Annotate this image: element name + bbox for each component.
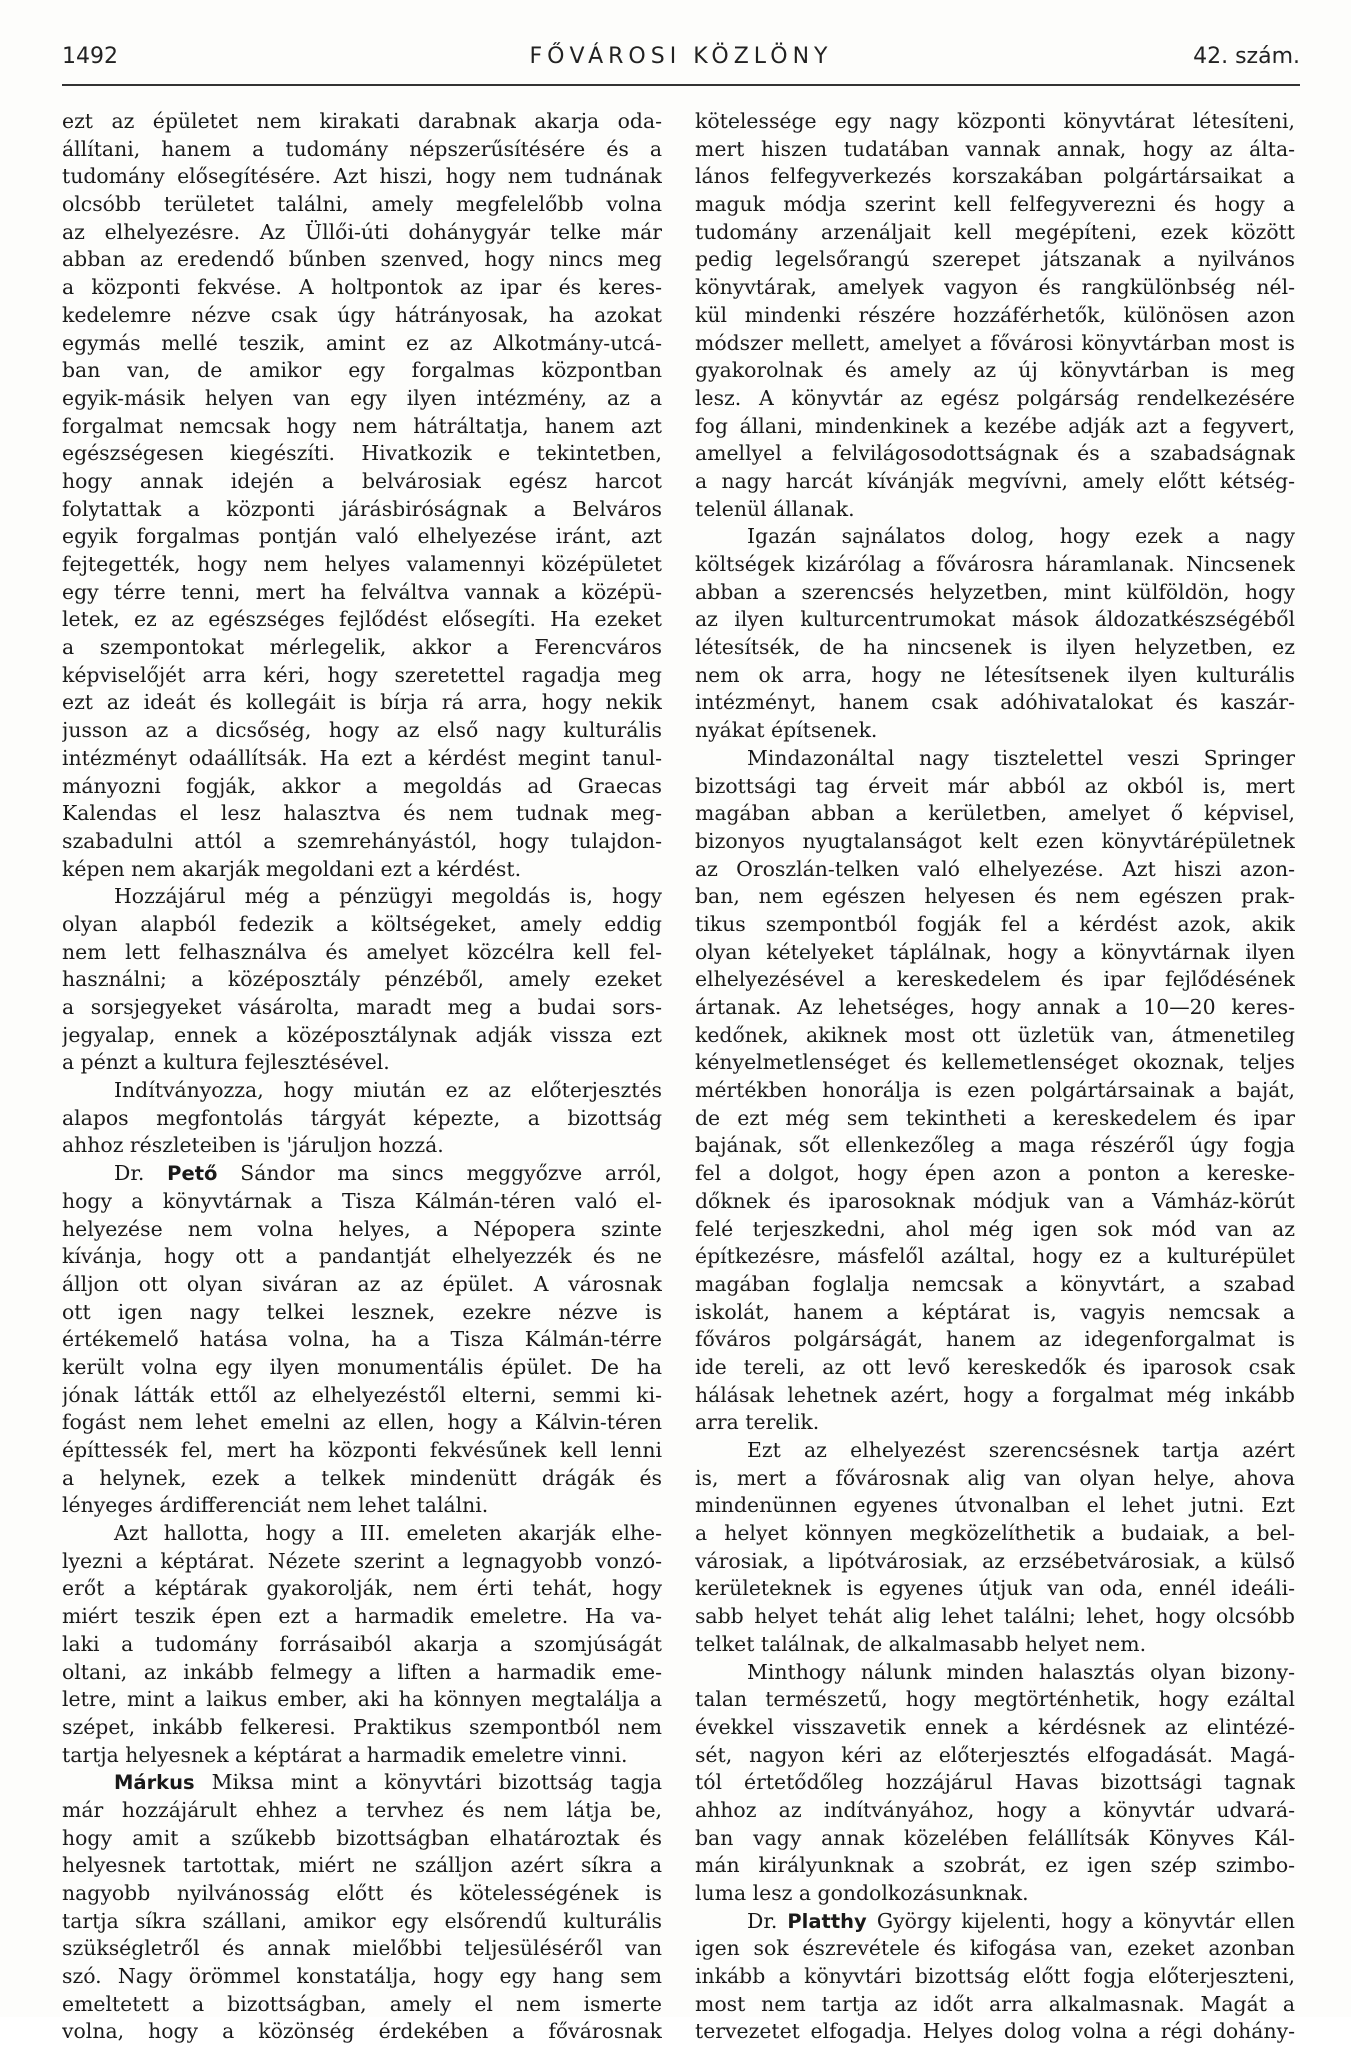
text-line bbox=[695, 1382, 1295, 1410]
line-text: abban a szerencsés helyzetben, mint külföldön, hogy bbox=[695, 579, 1295, 604]
text-line bbox=[695, 1132, 1295, 1160]
speaker-name: Platthy bbox=[787, 1909, 867, 1933]
line-text: egyik-másik helyen van egy ilyen intézmény, az a bbox=[62, 385, 662, 410]
text-line bbox=[695, 1160, 1295, 1188]
line-text: abban az eredendő bűnben szenved, hogy nincs meg bbox=[62, 247, 662, 272]
line-text: hálásak lehetnek azért, hogy a forgalmat még inkább bbox=[695, 1382, 1295, 1407]
text-line bbox=[695, 1299, 1295, 1327]
line-text: szabadulni attól a szemrehányástól, hogy tulajdon- bbox=[62, 828, 662, 853]
text-line bbox=[62, 1271, 662, 1299]
line-text: szükségletről és annak mielőbbi teljesüléséről van bbox=[62, 1936, 662, 1961]
text-line bbox=[62, 136, 662, 164]
text-line bbox=[695, 883, 1295, 911]
line-text: tudomány elősegítésére. Azt hiszi, hogy nem tudnának bbox=[62, 164, 662, 189]
line-text: Ezt az elhelyezést szerencsésnek tartja azért bbox=[747, 1438, 1295, 1462]
text-line bbox=[695, 1520, 1295, 1548]
line-text: igen sok észrevétele és kifogása van, ezeket azonban bbox=[695, 1936, 1295, 1961]
line-text: az Oroszlán-telken való elhelyezése. Azt hiszi azon- bbox=[695, 856, 1295, 881]
line-text: sét, nagyon kéri az előterjesztés elfogadását. Magá- bbox=[695, 1742, 1295, 1767]
text-line bbox=[62, 274, 662, 302]
text-line bbox=[695, 773, 1295, 801]
line-text: Sándor ma sincs meggyőzve arról, bbox=[217, 1161, 662, 1186]
line-text: is, mert a fővárosnak alig van olyan helye, ahova bbox=[695, 1465, 1295, 1490]
line-text: oltani, az inkább felmegy a liften a harmadik eme- bbox=[62, 1659, 662, 1684]
line-text: Hozzájárul még a pénzügyi megoldás is, hogy bbox=[114, 884, 662, 909]
text-line bbox=[695, 1077, 1295, 1105]
line-text: ban van, de amikor egy forgalmas központban bbox=[62, 358, 662, 383]
publication-title: FŐVÁROSI KÖZLÖNY bbox=[529, 44, 833, 69]
text-line bbox=[695, 1963, 1295, 1991]
line-text: Minthogy nálunk minden halasztás olyan bizony- bbox=[747, 1659, 1295, 1684]
line-text: jusson az a dicsőség, hogy az első nagy kulturális bbox=[62, 718, 662, 743]
line-text: lános felfegyverkezés korszakában polgártársaikat a bbox=[695, 164, 1295, 189]
text-line bbox=[695, 662, 1295, 690]
text-line bbox=[695, 1548, 1295, 1576]
line-text: nagyobb nyilvánosság előtt és kötelességének is bbox=[62, 1881, 662, 1905]
speaker-prefix: Dr. bbox=[747, 1908, 788, 1933]
text-line bbox=[695, 219, 1295, 247]
line-text: forgalmat nemcsak hogy nem hátráltatja, hanem azt bbox=[62, 413, 662, 438]
text-line bbox=[695, 523, 1295, 551]
line-text: építtessék fel, mert ha központi fekvésűnek kell lenni bbox=[62, 1438, 662, 1462]
text-line bbox=[695, 108, 1295, 136]
line-text: már hozzájárult ehhez a tervhez és nem látja be, bbox=[62, 1797, 662, 1822]
line-text: egy térre tenni, mert ha felváltva vannak a középü- bbox=[62, 579, 662, 604]
line-text: emeltetett a bizottságban, amely el nem ismerte bbox=[62, 1991, 662, 2016]
line-text: György kijelenti, hogy a könyvtár ellen bbox=[866, 1908, 1295, 1933]
text-line bbox=[695, 2018, 1295, 2046]
text-line bbox=[695, 1354, 1295, 1382]
line-text: telket találnak, de alkalmasabb helyet nem. bbox=[695, 1631, 1147, 1656]
text-line bbox=[695, 1935, 1295, 1963]
line-text: a szempontokat mérlegelik, akkor a Ferencváros bbox=[62, 635, 662, 660]
text-line bbox=[695, 1216, 1295, 1244]
line-text: letre, mint a laikus ember, aki ha könnyen megtalálja a bbox=[62, 1687, 662, 1712]
text-line bbox=[62, 1049, 662, 1077]
text-line bbox=[62, 1548, 662, 1576]
line-text: módszer mellett, amelyet a fővárosi könyvtárban most is bbox=[695, 330, 1295, 355]
line-text: elhelyezésével a kereskedelem és ipar fejlődésének bbox=[695, 967, 1295, 992]
text-line bbox=[695, 357, 1295, 385]
text-line bbox=[62, 108, 662, 136]
text-line bbox=[695, 413, 1295, 441]
text-line bbox=[695, 1852, 1295, 1880]
line-text: ban vagy annak közelében felállítsák Könyves Kál- bbox=[695, 1825, 1295, 1850]
text-line bbox=[62, 1382, 662, 1410]
text-line bbox=[62, 385, 662, 413]
line-text: magában foglalja nemcsak a könyvtárt, a szabad bbox=[695, 1271, 1295, 1296]
line-text: alapos megfontolás tárgyát képezte, a bizottság bbox=[62, 1105, 662, 1130]
line-text: Igazán sajnálatos dolog, hogy ezek a nagy bbox=[747, 524, 1295, 549]
text-line bbox=[62, 828, 662, 856]
text-line bbox=[695, 1769, 1295, 1797]
line-text: a helyet könnyen megközelíthetik a budaiak, a bel- bbox=[695, 1521, 1295, 1546]
line-text: ártanak. Az lehetséges, hogy annak a 10—20 keres- bbox=[695, 995, 1295, 1019]
line-text: Mindazonáltal nagy tisztelettel veszi Springer bbox=[747, 745, 1295, 770]
line-text: lesz. A könyvtár az egész polgárság rendelkezésére bbox=[695, 385, 1295, 410]
line-text: helyesnek tartottak, miért ne szálljon azért síkra a bbox=[62, 1853, 662, 1878]
text-line bbox=[695, 717, 1295, 745]
line-text: tartja helyesnek a képtárat a harmadik emeletre vinni. bbox=[62, 1742, 628, 1767]
text-line bbox=[695, 1631, 1295, 1659]
text-line bbox=[62, 1714, 662, 1742]
line-text: kívánja, hogy ott a pandantját elhelyezzék és ne bbox=[62, 1244, 662, 1269]
text-line bbox=[62, 634, 662, 662]
text-line bbox=[62, 1409, 662, 1437]
text-line bbox=[695, 634, 1295, 662]
line-text: Miksa mint a könyvtári bizottság tagja bbox=[194, 1770, 662, 1795]
line-text: hogy amit a szűkebb bizottságban elhatároztak és bbox=[62, 1825, 662, 1850]
line-text: letek, ez az egészséges fejlődést elősegíti. Ha ezeket bbox=[62, 607, 662, 632]
text-line bbox=[695, 1880, 1295, 1908]
text-line bbox=[62, 856, 662, 884]
text-line bbox=[62, 1354, 662, 1382]
text-line bbox=[62, 939, 662, 967]
line-text: folytattak a központi járásbiróságnak a Belváros bbox=[62, 496, 662, 521]
line-text: iskolát, hanem a képtárat is, vagyis nemcsak a bbox=[695, 1299, 1295, 1324]
text-line bbox=[62, 994, 662, 1022]
line-text: kerületeknek is egyenes útjuk van oda, ennél ideáli- bbox=[695, 1576, 1295, 1601]
text-line bbox=[695, 800, 1295, 828]
line-text: tikus szempontból fogják fel a kérdést azok, akik bbox=[695, 911, 1295, 936]
line-text: erőt a képtárak gyakorolják, nem érti tehát, hogy bbox=[62, 1576, 662, 1601]
text-line bbox=[62, 1132, 662, 1160]
line-text: jónak látták ettől az elhelyezéstől elterni, semmi ki- bbox=[62, 1382, 662, 1407]
line-text: jegyalap, ennek a középosztálynak adják vissza ezt bbox=[62, 1022, 662, 1047]
line-text: ezt az épületet nem kirakati darabnak akarja oda- bbox=[62, 109, 662, 133]
text-line bbox=[62, 1991, 662, 2019]
text-line bbox=[62, 523, 662, 551]
line-text: városiak, a lipótvárosiak, az erzsébetvárosiak, a külső bbox=[695, 1548, 1295, 1573]
text-line bbox=[695, 163, 1295, 191]
text-line bbox=[62, 1188, 662, 1216]
text-line bbox=[695, 468, 1295, 496]
speaker-name: Pető bbox=[167, 1162, 218, 1186]
text-line bbox=[62, 1852, 662, 1880]
text-line bbox=[62, 883, 662, 911]
text-line bbox=[695, 911, 1295, 939]
line-text: sabb helyet tehát alig lehet találni; lehet, hogy olcsóbb bbox=[695, 1604, 1295, 1629]
line-text: fel a dolgot, hogy épen azon a ponton a kereske- bbox=[695, 1161, 1295, 1186]
line-text: fog állani, mindenkinek a kezébe adják azt a fegyvert, bbox=[695, 413, 1295, 438]
text-line bbox=[695, 330, 1295, 358]
text-line bbox=[695, 828, 1295, 856]
text-line bbox=[695, 1714, 1295, 1742]
text-line bbox=[62, 1243, 662, 1271]
line-text: olcsóbb területet találni, amely megfelelőbb volna bbox=[62, 192, 662, 217]
text-line bbox=[62, 1437, 662, 1465]
text-line bbox=[695, 274, 1295, 302]
line-text: nem ok arra, hogy ne létesítsenek ilyen kulturális bbox=[695, 662, 1295, 687]
line-text: volna, hogy a közönség érdekében a fővárosnak bbox=[62, 2019, 662, 2044]
text-line bbox=[695, 1825, 1295, 1853]
text-line bbox=[62, 1520, 662, 1548]
text-line bbox=[695, 966, 1295, 994]
line-text: ahhoz részleteiben is 'járuljon hozzá. bbox=[62, 1133, 444, 1158]
text-line bbox=[62, 551, 662, 579]
text-line bbox=[695, 1049, 1295, 1077]
text-line bbox=[695, 1991, 1295, 2019]
text-line bbox=[62, 2018, 662, 2046]
text-line bbox=[695, 994, 1295, 1022]
text-line bbox=[62, 1880, 662, 1908]
line-text: ott igen nagy telkei lesznek, ezekre nézve is bbox=[62, 1299, 662, 1324]
text-line bbox=[695, 579, 1295, 607]
line-text: amellyel a felvilágosodottságnak és a szabadságnak bbox=[695, 441, 1295, 466]
line-text: szépet, inkább felkeresi. Praktikus szempontból nem bbox=[62, 1714, 662, 1739]
text-line bbox=[62, 1105, 662, 1133]
line-text: egészségesen kiegészíti. Hivatkozik e tekintetben, bbox=[62, 441, 662, 466]
text-line bbox=[62, 1908, 662, 1936]
line-text: olyan kételyeket táplálnak, hogy a könyvtárnak ilyen bbox=[695, 939, 1295, 964]
line-text: tervezetet elfogadja. Helyes dolog volna a régi dohány- bbox=[695, 2019, 1295, 2044]
text-line bbox=[62, 1492, 662, 1520]
text-line bbox=[695, 246, 1295, 274]
text-line bbox=[62, 1631, 662, 1659]
text-line bbox=[62, 1575, 662, 1603]
line-text: bajának, sőt ellenkezőleg a maga részéről úgy fogja bbox=[695, 1133, 1295, 1158]
text-line bbox=[695, 1188, 1295, 1216]
text-line bbox=[695, 1492, 1295, 1520]
text-line bbox=[695, 1742, 1295, 1770]
line-text: nem lett felhasználva és amelyet közcélra kell fel- bbox=[62, 939, 662, 964]
line-text: kényelmetlenséget és kellemetlenséget okoznak, teljes bbox=[695, 1050, 1295, 1075]
page-header bbox=[62, 40, 1300, 86]
text-line bbox=[62, 1603, 662, 1631]
text-line bbox=[695, 1797, 1295, 1825]
line-text: kötelessége egy nagy központi könyvtárat létesíteni, bbox=[695, 109, 1295, 133]
line-text: inkább a könyvtári bizottság előtt fogja előterjeszteni, bbox=[695, 1964, 1295, 1989]
text-line bbox=[62, 1022, 662, 1050]
text-line bbox=[62, 1326, 662, 1354]
text-line bbox=[62, 1769, 662, 1797]
text-line bbox=[62, 1935, 662, 1963]
text-line bbox=[62, 662, 662, 690]
text-line bbox=[62, 357, 662, 385]
line-text: Azt hallotta, hogy a III. emeleten akarják elhe- bbox=[114, 1521, 662, 1546]
text-line bbox=[695, 1465, 1295, 1493]
line-text: álljon ott olyan siváran az az épület. A városnak bbox=[62, 1271, 662, 1296]
line-text: ezt az ideát és kollegáit is bírja rá arra, hogy nekik bbox=[62, 690, 662, 715]
line-text: állítani, hanem a tudomány népszerűsítésére és a bbox=[62, 136, 662, 161]
line-text: került volna egy ilyen monumentális épület. De ha bbox=[62, 1354, 662, 1379]
line-text: felé terjeszkedni, ahol még igen sok mód van az bbox=[695, 1216, 1295, 1241]
line-text: fogást nem lehet emelni az ellen, hogy a Kálvin-téren bbox=[62, 1410, 662, 1435]
line-text: tól értetődőleg hozzájárul Havas bizottsági tagnak bbox=[695, 1770, 1295, 1795]
line-text: de ezt még sem tekintheti a kereskedelem és ipar bbox=[695, 1105, 1295, 1130]
text-line bbox=[62, 330, 662, 358]
text-line bbox=[695, 1022, 1295, 1050]
text-line bbox=[62, 800, 662, 828]
text-line bbox=[62, 191, 662, 219]
line-text: intézményt, hanem csak adóhivatalokat és kaszár- bbox=[695, 690, 1295, 715]
text-line bbox=[695, 136, 1295, 164]
text-line bbox=[62, 246, 662, 274]
line-text: mértékben honorálja is ezen polgártársainak a baját, bbox=[695, 1078, 1295, 1103]
text-line bbox=[62, 302, 662, 330]
line-text: a sorsjegyeket vásárolta, maradt meg a budai sors- bbox=[62, 995, 662, 1019]
text-line bbox=[62, 911, 662, 939]
line-text: mindenünnen egyenes útvonalban el lehet jutni. Ezt bbox=[695, 1493, 1295, 1518]
text-line bbox=[62, 468, 662, 496]
line-text: a nagy harcát kívánják megvívni, amely előtt kétség- bbox=[695, 468, 1295, 493]
line-text: tartja síkra szállani, amikor egy elsőrendű kulturális bbox=[62, 1908, 662, 1933]
line-text: intézményt odaállítsák. Ha ezt a kérdést megint tanul- bbox=[62, 745, 662, 770]
line-text: az elhelyezésre. Az Üllői-úti dohánygyár telke már bbox=[62, 219, 662, 244]
line-text: maguk módja szerint kell felfegyverezni és hogy a bbox=[695, 192, 1295, 217]
line-text: ban, nem egészen helyesen és nem egészen prak- bbox=[695, 884, 1295, 909]
text-line bbox=[62, 717, 662, 745]
line-text: kedelemre nézve csak úgy hátrányosak, ha azokat bbox=[62, 302, 662, 327]
text-line bbox=[695, 1271, 1295, 1299]
line-text: értékemelő hatása volna, ha a Tisza Kálmán-térre bbox=[62, 1327, 662, 1352]
text-line bbox=[62, 1077, 662, 1105]
line-text: laki a tudomány forrásaiból akarja a szomjúságát bbox=[62, 1631, 662, 1656]
line-text: könyvtárak, amelyek vagyon és rangkülönbség nél- bbox=[695, 275, 1295, 300]
text-line bbox=[62, 219, 662, 247]
right-column bbox=[695, 108, 1295, 2046]
line-text: mert hiszen tudatában vannak annak, hogy az álta- bbox=[695, 136, 1295, 161]
line-text: mán királyunknak a szobrát, ez igen szép szimbo- bbox=[695, 1853, 1295, 1878]
line-text: lyezni a képtárat. Nézete szerint a legnagyobb vonzó- bbox=[62, 1548, 662, 1573]
speaker-prefix: Dr. bbox=[114, 1161, 168, 1186]
text-line bbox=[62, 440, 662, 468]
text-line bbox=[695, 1575, 1295, 1603]
text-line bbox=[695, 191, 1295, 219]
text-line bbox=[62, 1963, 662, 1991]
line-text: az ilyen kulturcentrumokat mások áldozatkészségéből bbox=[695, 607, 1295, 632]
line-text: bizonyos nyugtalanságot kelt ezen könyvtárépületnek bbox=[695, 828, 1295, 853]
text-line bbox=[62, 163, 662, 191]
text-line bbox=[62, 1797, 662, 1825]
text-line bbox=[62, 413, 662, 441]
line-text: tudomány arzenáljait kell megépíteni, ezek között bbox=[695, 219, 1295, 244]
line-text: létesítsék, de ha nincsenek is ilyen helyzetben, ez bbox=[695, 635, 1295, 660]
line-text: arra terelik. bbox=[695, 1410, 820, 1435]
text-line bbox=[695, 1686, 1295, 1714]
line-text: egymás mellé teszik, amint ez az Alkotmány-utcá- bbox=[62, 330, 662, 355]
line-text: költségek kizárólag a fővárosra háramlanak. Nincsenek bbox=[695, 552, 1295, 576]
line-text: ahhoz az indítványához, hogy a könyvtár udvará- bbox=[695, 1797, 1295, 1822]
text-line bbox=[695, 689, 1295, 717]
text-line bbox=[695, 551, 1295, 579]
line-text: luma lesz a gondolkozásunknak. bbox=[695, 1881, 1029, 1905]
text-line bbox=[695, 1326, 1295, 1354]
line-text: telenül állanak. bbox=[695, 496, 855, 521]
line-text: mányozni fogják, akkor a megoldás ad Graecas bbox=[62, 773, 662, 798]
text-line bbox=[695, 1105, 1295, 1133]
text-line bbox=[695, 1659, 1295, 1687]
line-text: miért teszik épen ezt a harmadik emeletre. Ha va- bbox=[62, 1604, 662, 1629]
line-text: egyik forgalmas pontján való elhelyezése iránt, azt bbox=[62, 524, 662, 549]
text-line bbox=[695, 606, 1295, 634]
line-text: építkezésre, másfelől azáltal, hogy ez a kulturépület bbox=[695, 1244, 1295, 1269]
text-line bbox=[695, 1908, 1295, 1936]
text-line bbox=[695, 939, 1295, 967]
text-line bbox=[62, 1742, 662, 1770]
text-line bbox=[695, 496, 1295, 524]
text-line bbox=[62, 689, 662, 717]
text-line bbox=[695, 1243, 1295, 1271]
text-line bbox=[695, 302, 1295, 330]
line-text: most nem tartja az időt arra alkalmasnak. Magát a bbox=[695, 1991, 1295, 2016]
text-line bbox=[62, 966, 662, 994]
line-text: főváros polgárságát, hanem az idegenforgalmat is bbox=[695, 1327, 1295, 1352]
line-text: gyakorolnak és amely az új könyvtárban is meg bbox=[695, 358, 1295, 383]
line-text: hogy annak idején a belvárosiak egész harcot bbox=[62, 468, 662, 493]
text-line bbox=[62, 1825, 662, 1853]
line-text: szó. Nagy örömmel konstatálja, hogy egy hang sem bbox=[62, 1964, 662, 1989]
line-text: bizottsági tag érveit már abból az okból is, mert bbox=[695, 773, 1295, 798]
text-line bbox=[62, 1216, 662, 1244]
line-text: a pénzt a kultura fejlesztésével. bbox=[62, 1050, 390, 1075]
text-line bbox=[62, 1299, 662, 1327]
line-text: használni; a középosztály pénzéből, amely ezeket bbox=[62, 967, 662, 992]
text-line bbox=[62, 1465, 662, 1493]
line-text: dőknek és iparosoknak módjuk van a Vámház-körút bbox=[695, 1188, 1295, 1213]
line-text: helyezése nem volna helyes, a Népopera szinte bbox=[62, 1216, 662, 1241]
line-text: magában abban a kerületben, amelyet ő képvisel, bbox=[695, 801, 1295, 826]
text-line bbox=[62, 1160, 662, 1188]
text-line bbox=[695, 440, 1295, 468]
text-line bbox=[695, 745, 1295, 773]
text-line bbox=[62, 1659, 662, 1687]
text-line bbox=[62, 496, 662, 524]
text-line bbox=[695, 1603, 1295, 1631]
line-text: a helynek, ezek a telkek mindenütt drágák és bbox=[62, 1465, 662, 1490]
text-line bbox=[695, 1409, 1295, 1437]
line-text: Indítványozza, hogy miután ez az előterjesztés bbox=[114, 1078, 662, 1103]
line-text: fejtegették, hogy nem helyes valamennyi középületet bbox=[62, 552, 662, 576]
speaker-name: Márkus bbox=[114, 1771, 195, 1795]
text-line bbox=[62, 773, 662, 801]
text-line bbox=[695, 1437, 1295, 1465]
line-text: Kalendas el lesz halasztva és nem tudnak meg- bbox=[62, 801, 662, 826]
issue-number: 42. szám. bbox=[1193, 44, 1300, 69]
line-text: hogy a könyvtárnak a Tisza Kálmán-téren való el- bbox=[62, 1188, 662, 1213]
text-line bbox=[62, 606, 662, 634]
line-text: képviselőjét arra kéri, hogy szeretettel ragadja meg bbox=[62, 662, 662, 687]
line-text: kül mindenki részére hozzáférhetők, különösen azon bbox=[695, 302, 1295, 327]
line-text: ide tereli, az ott levő kereskedők és iparosok csak bbox=[695, 1354, 1295, 1379]
left-column bbox=[62, 108, 662, 2046]
line-text: a központi fekvése. A holtpontok az ipar és keres- bbox=[62, 275, 662, 300]
line-text: lényeges árdifferenciát nem lehet találni. bbox=[62, 1493, 489, 1518]
text-line bbox=[62, 745, 662, 773]
line-text: olyan alapból fedezik a költségeket, amely eddig bbox=[62, 911, 662, 936]
text-line bbox=[695, 385, 1295, 413]
line-text: kedőnek, akiknek most ott üzletük van, átmenetileg bbox=[695, 1022, 1295, 1047]
line-text: évekkel visszavetik ennek a kérdésnek az elintézé- bbox=[695, 1714, 1295, 1739]
text-line bbox=[62, 579, 662, 607]
line-text: képen nem akarják megoldani ezt a kérdést. bbox=[62, 856, 522, 881]
text-line bbox=[62, 1686, 662, 1714]
page-number: 1492 bbox=[62, 44, 118, 69]
text-line bbox=[695, 856, 1295, 884]
line-text: pedig legelsőrangú szerepet játszanak a nyilvános bbox=[695, 247, 1295, 272]
line-text: talan természetű, hogy megtörténhetik, hogy ezáltal bbox=[695, 1687, 1295, 1712]
line-text: nyákat építsenek. bbox=[695, 718, 878, 743]
